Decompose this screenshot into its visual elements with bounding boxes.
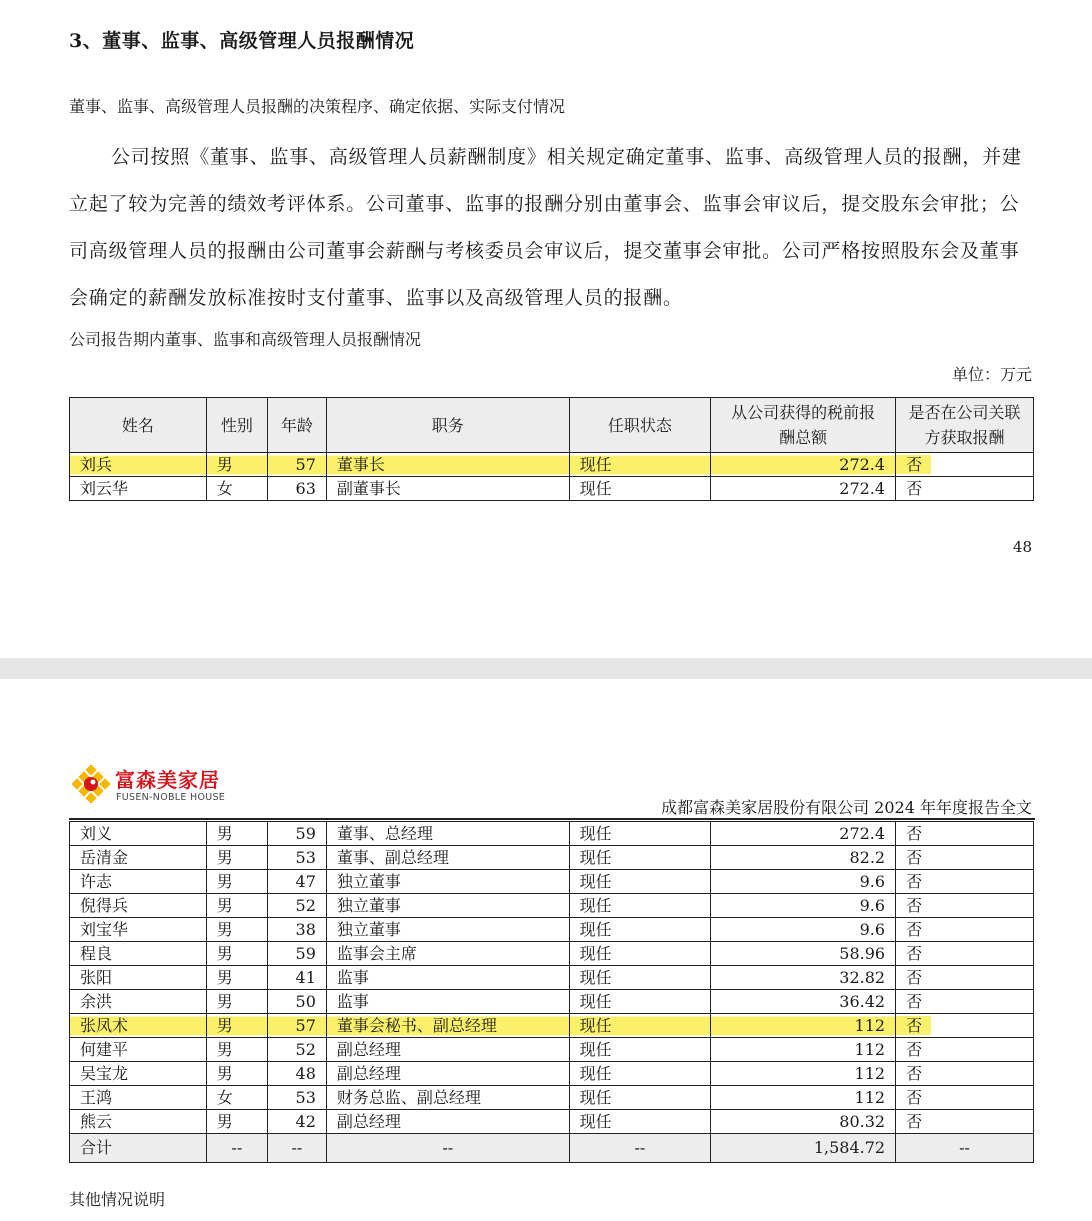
cell-name: 程良 [70, 942, 207, 966]
table-row [70, 453, 1034, 477]
logo-english-name: FUSEN-NOBLE HOUSE [116, 792, 226, 803]
cell-position: 董事会秘书、副总经理 [326, 1014, 569, 1038]
cell-status: 现任 [569, 918, 710, 942]
cell-gender: 男 [206, 870, 267, 894]
page-number: 48 [1012, 538, 1032, 556]
cell-position: 副总经理 [326, 1110, 569, 1134]
running-header: 成都富森美家居股份有限公司 2024 年年度报告全文 [661, 798, 1032, 817]
cell-position: 监事 [326, 990, 569, 1014]
cell-pretax-pay: 112 [711, 1014, 896, 1038]
cell-status: 现任 [569, 1038, 710, 1062]
cell-name: 倪得兵 [70, 894, 207, 918]
cell-pretax-pay: 32.82 [711, 966, 896, 990]
cell-age: 59 [267, 822, 326, 846]
cell-related-party-pay: 否 [896, 822, 1034, 846]
cell-name: 刘义 [70, 822, 207, 846]
total-label: 合计 [70, 1134, 207, 1163]
cell-gender: 男 [206, 822, 267, 846]
cell-status: 现任 [569, 1014, 710, 1038]
cell-position: 监事 [326, 966, 569, 990]
cell-name: 熊云 [70, 1110, 207, 1134]
cell-status: 现任 [569, 966, 710, 990]
cell-name: 张凤术 [70, 1014, 207, 1038]
cell-related-party-pay: 否 [896, 918, 1034, 942]
compensation-table-part1 [69, 397, 1034, 501]
compensation-table-part2 [69, 821, 1034, 1163]
other-notes-heading: 其他情况说明 [69, 1190, 166, 1209]
header-position: 职务 [326, 398, 569, 453]
cell-position: 独立董事 [326, 918, 569, 942]
cell-position: 副总经理 [326, 1038, 569, 1062]
total-row [70, 1134, 1034, 1163]
page-separator [0, 658, 1092, 679]
cell-position: 董事、总经理 [326, 822, 569, 846]
cell-age: 63 [267, 477, 326, 501]
cell-gender: 男 [206, 918, 267, 942]
cell-related-party-pay: 否 [896, 1110, 1034, 1134]
header-related-party-pay: 是否在公司关联方获取报酬 [896, 398, 1034, 453]
company-logo [69, 764, 239, 808]
header-rule [69, 818, 1035, 820]
cell-related-party-pay: 否 [896, 1014, 1034, 1038]
cell-position: 监事会主席 [326, 942, 569, 966]
cell-name: 刘云华 [70, 477, 207, 501]
cell-pretax-pay: 112 [711, 1062, 896, 1086]
unit-label: 单位：万元 [951, 365, 1032, 384]
cell-pretax-pay: 80.32 [711, 1110, 896, 1134]
cell-related-party-pay: 否 [896, 966, 1034, 990]
cell-status: 现任 [569, 1110, 710, 1134]
cell-status: 现任 [569, 870, 710, 894]
cell-position: 财务总监、副总经理 [326, 1086, 569, 1110]
cell-age: 38 [267, 918, 326, 942]
cell-age: 47 [267, 870, 326, 894]
cell-gender: 男 [206, 990, 267, 1014]
cell-pretax-pay: 272.4 [711, 453, 896, 477]
cell-position: 独立董事 [326, 870, 569, 894]
total-cell: -- [206, 1134, 267, 1163]
cell-gender: 女 [206, 477, 267, 501]
cell-name: 余洪 [70, 990, 207, 1014]
cell-pretax-pay: 272.4 [711, 477, 896, 501]
total-cell: -- [896, 1134, 1034, 1163]
logo-chinese-name: 富森美家居 [115, 768, 220, 792]
cell-status: 现任 [569, 1086, 710, 1110]
cell-status: 现任 [569, 822, 710, 846]
cell-related-party-pay: 否 [896, 1038, 1034, 1062]
cell-related-party-pay: 否 [896, 894, 1034, 918]
table-row [70, 894, 1034, 918]
cell-related-party-pay: 否 [896, 942, 1034, 966]
cell-status: 现任 [569, 942, 710, 966]
cell-related-party-pay: 否 [896, 870, 1034, 894]
table-header-row [70, 398, 1034, 453]
table-row [70, 990, 1034, 1014]
cell-status: 现任 [569, 1062, 710, 1086]
table-caption: 公司报告期内董事、监事和高级管理人员报酬情况 [69, 330, 422, 349]
table-row [70, 1086, 1034, 1110]
cell-age: 57 [267, 453, 326, 477]
cell-name: 刘兵 [70, 453, 207, 477]
header-status: 任职状态 [569, 398, 710, 453]
cell-pretax-pay: 112 [711, 1038, 896, 1062]
cell-related-party-pay: 否 [896, 990, 1034, 1014]
cell-related-party-pay: 否 [896, 846, 1034, 870]
cell-pretax-pay: 36.42 [711, 990, 896, 1014]
table-row [70, 1014, 1034, 1038]
cell-age: 50 [267, 990, 326, 1014]
table-row [70, 942, 1034, 966]
table-row [70, 966, 1034, 990]
cell-age: 57 [267, 1014, 326, 1038]
cell-name: 岳清金 [70, 846, 207, 870]
cell-status: 现任 [569, 990, 710, 1014]
cell-pretax-pay: 82.2 [711, 846, 896, 870]
cell-position: 董事长 [326, 453, 569, 477]
cell-age: 59 [267, 942, 326, 966]
table-row [70, 822, 1034, 846]
table-row [70, 1038, 1034, 1062]
header-age: 年龄 [267, 398, 326, 453]
cell-position: 副董事长 [326, 477, 569, 501]
header-name: 姓名 [70, 398, 207, 453]
header-pretax-pay: 从公司获得的税前报酬总额 [711, 398, 896, 453]
cell-age: 52 [267, 1038, 326, 1062]
diamond-lattice-logo-icon [69, 764, 113, 808]
cell-status: 现任 [569, 846, 710, 870]
table-row [70, 846, 1034, 870]
table-row [70, 477, 1034, 501]
cell-gender: 男 [206, 453, 267, 477]
cell-name: 吴宝龙 [70, 1062, 207, 1086]
cell-related-party-pay: 否 [896, 1062, 1034, 1086]
cell-name: 王鸿 [70, 1086, 207, 1110]
total-pay-value: 1,584.72 [711, 1134, 896, 1163]
cell-name: 许志 [70, 870, 207, 894]
cell-status: 现任 [569, 894, 710, 918]
cell-related-party-pay: 否 [896, 453, 1034, 477]
cell-gender: 男 [206, 1110, 267, 1134]
cell-name: 张阳 [70, 966, 207, 990]
cell-related-party-pay: 否 [896, 477, 1034, 501]
cell-name: 何建平 [70, 1038, 207, 1062]
table-row [70, 1110, 1034, 1134]
report-page-49 [0, 679, 1092, 1221]
cell-gender: 男 [206, 894, 267, 918]
cell-gender: 男 [206, 1038, 267, 1062]
cell-gender: 男 [206, 846, 267, 870]
cell-pretax-pay: 112 [711, 1086, 896, 1110]
cell-age: 53 [267, 1086, 326, 1110]
cell-position: 副总经理 [326, 1062, 569, 1086]
cell-pretax-pay: 9.6 [711, 894, 896, 918]
cell-position: 独立董事 [326, 894, 569, 918]
cell-name: 刘宝华 [70, 918, 207, 942]
cell-age: 41 [267, 966, 326, 990]
header-gender: 性别 [206, 398, 267, 453]
cell-age: 48 [267, 1062, 326, 1086]
cell-age: 52 [267, 894, 326, 918]
cell-age: 53 [267, 846, 326, 870]
section-title: 3、董事、监事、高级管理人员报酬情况 [69, 30, 415, 52]
cell-related-party-pay: 否 [896, 1086, 1034, 1110]
cell-status: 现任 [569, 477, 710, 501]
cell-pretax-pay: 58.96 [711, 942, 896, 966]
cell-pretax-pay: 9.6 [711, 870, 896, 894]
table-row [70, 1062, 1034, 1086]
cell-pretax-pay: 272.4 [711, 822, 896, 846]
cell-status: 现任 [569, 453, 710, 477]
cell-gender: 男 [206, 1014, 267, 1038]
cell-position: 董事、副总经理 [326, 846, 569, 870]
cell-gender: 男 [206, 942, 267, 966]
cell-gender: 女 [206, 1086, 267, 1110]
cell-pretax-pay: 9.6 [711, 918, 896, 942]
cell-gender: 男 [206, 1062, 267, 1086]
total-cell: -- [326, 1134, 569, 1163]
table-row [70, 870, 1034, 894]
total-cell: -- [267, 1134, 326, 1163]
total-cell: -- [569, 1134, 710, 1163]
cell-age: 42 [267, 1110, 326, 1134]
subheading: 董事、监事、高级管理人员报酬的决策程序、确定依据、实际支付情况 [69, 97, 566, 116]
table-row [70, 918, 1034, 942]
body-paragraph: 公司按照《董事、监事、高级管理人员薪酬制度》相关规定确定董事、监事、高级管理人员的报酬，并建立起了较为完善的绩效考评体系。公司董事、监事的报酬分别由董事会、监事会审议后，提交股东会审批；公司高级管理人员的报酬由公司董事会薪酬与考核委员会审议后，提交董事会审批。公司严格按照股东会及董事会确定的薪酬发放标准按时支付董事、监事以及高级管理人员的报酬。 [69, 146, 1022, 309]
cell-gender: 男 [206, 966, 267, 990]
